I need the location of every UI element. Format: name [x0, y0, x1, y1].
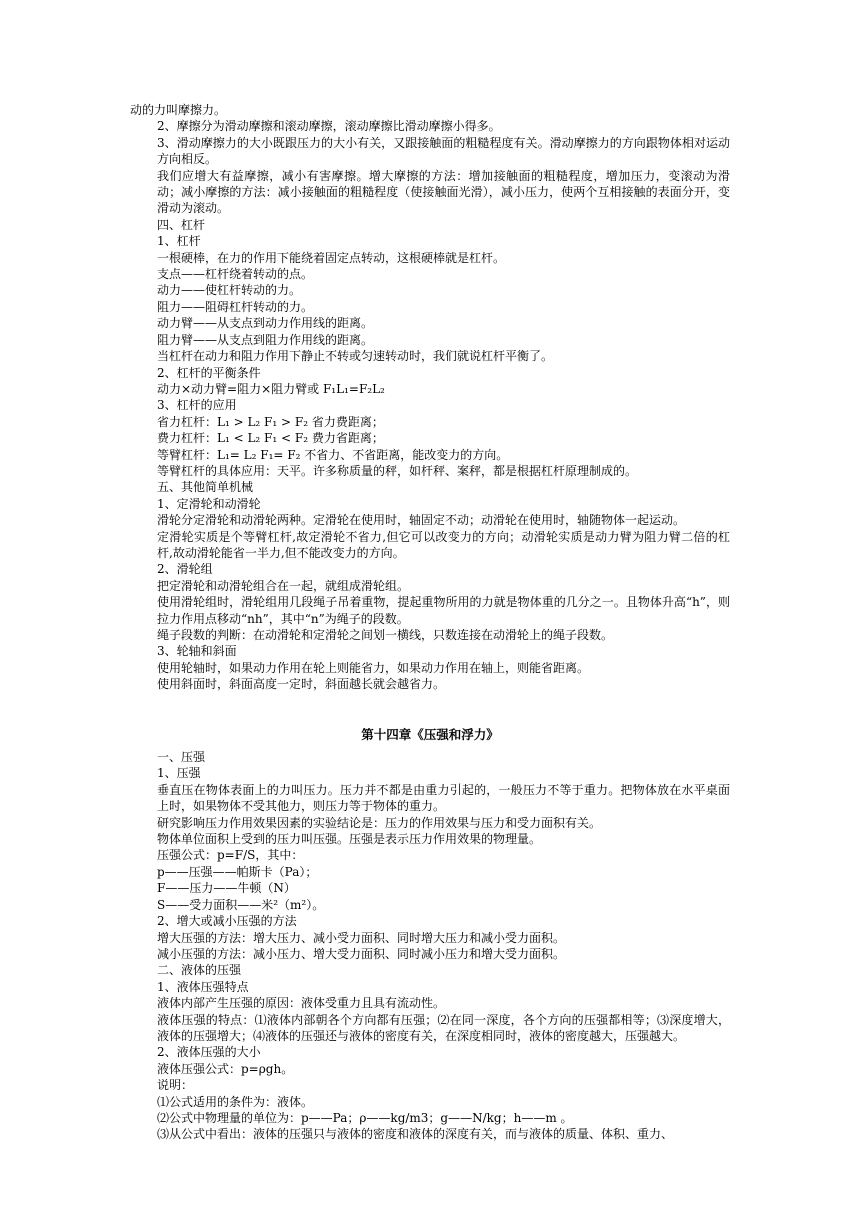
text-line: 滑轮分定滑轮和动滑轮两种。定滑轮在使用时，轴固定不动；动滑轮在使用时，轴随物体一起运动。 [157, 513, 686, 528]
chapter-title: 第十四章《压强和浮力》 [361, 726, 499, 742]
text-line: S——受力面积——米²（m²）。 [157, 897, 325, 912]
text-line: 液体压强的特点：⑴液体内部朝各个方向都有压强；⑵在同一深度，各个方向的压强都相等；⑶深度增大，液体的压强增大；⑷液体的压强还与液体的密度有关，在深度相同时，液体的密度越大，压强越大。 [157, 1012, 730, 1043]
text-line: 绳子段数的判断：在动滑轮和定滑轮之间划一横线，只数连接在动滑轮上的绳子段数。 [157, 628, 614, 642]
text-line: 垂直压在物体表面上的力叫压力。压力并不都是由重力引起的，一般压力不等于重力。把物体放在水平桌面上时，如果物体不受其他力，则压力等于物体的重力。 [157, 782, 730, 814]
text-line: 动力——使杠杆转动的力。 [157, 283, 302, 298]
text-line: 3、轮轴和斜面 [157, 644, 237, 659]
text-line: 1、杠杆 [157, 234, 201, 249]
text-line: 一、压强 [157, 750, 206, 765]
text-line: 二、液体的压强 [157, 963, 242, 978]
text-line: 使用斜面时，斜面高度一定时，斜面越长就会越省力。 [157, 677, 446, 692]
text-line: 省力杠杆：L₁ > L₂ F₁ > F₂ 省力费距离； [157, 414, 384, 429]
text-line: 把定滑轮和动滑轮组合在一起，就组成滑轮组。 [157, 578, 410, 593]
text-line: 2、摩擦分为滑动摩擦和滚动摩擦，滚动摩擦比滑动摩擦小得多。 [157, 119, 501, 134]
text-line: 1、压强 [157, 766, 201, 781]
text-line: 2、液体压强的大小 [157, 1045, 261, 1060]
text-line: 等臂杠杆：L₁= L₂ F₁= F₂ 不省力、不省距离，能改变力的方向。 [157, 447, 509, 462]
text-line: 2、杠杆的平衡条件 [157, 365, 261, 380]
text-line: 说明： [157, 1078, 194, 1093]
text-line: 阻力臂——从支点到阻力作用线的距离。 [157, 332, 374, 347]
section-pressure-buoyancy [130, 749, 730, 1143]
text-line: 1、液体压强特点 [157, 979, 249, 994]
text-line: 研究影响压力作用效果因素的实验结论是：压力的作用效果与压力和受力面积有关。 [157, 815, 602, 830]
text-line: 一根硬棒，在力的作用下能绕着固定点转动，这根硬棒就是杠杆。 [157, 250, 506, 265]
text-line: 动力臂——从支点到动力作用线的距离。 [157, 316, 374, 331]
text-line: 等臂杠杆的具体应用：天平。许多称质量的秤，如杆秤、案秤，都是根据杠杆原理制成的。 [157, 463, 638, 478]
text-line: 3、滑动摩擦力的大小既跟压力的大小有关，又跟接触面的粗糙程度有关。滑动摩擦力的方向跟物体相对运动方向相反。 [157, 135, 730, 167]
text-line: 2、增大或减小压强的方法 [157, 914, 297, 929]
section-simple-machines [130, 102, 730, 693]
document-page [130, 102, 730, 1143]
text-line: 增大压强的方法：增大压力、减小受力面积、同时增大压力和减小受力面积。 [157, 930, 566, 945]
text-line: 液体内部产生压强的原因：液体受重力且具有流动性。 [157, 996, 446, 1011]
text-line: 压强公式：p=F/S，其中： [157, 848, 304, 863]
text-line: 1、定滑轮和动滑轮 [157, 496, 261, 511]
text-line: 使用轮轴时，如果动力作用在轮上则能省力，如果动力作用在轴上，则能省距离。 [157, 660, 590, 675]
text-line: 四、杠杆 [157, 217, 206, 232]
text-line: 当杠杆在动力和阻力作用下静止不转或匀速转动时，我们就说杠杆平衡了。 [157, 349, 554, 364]
text-line: ⑶从公式中看出：液体的压强只与液体的密度和液体的深度有关，而与液体的质量、体积、重力、 [157, 1127, 674, 1142]
text-line: 阻力——阻碍杠杆转动的力。 [157, 299, 314, 314]
section-gap [130, 693, 730, 727]
text-line: 五、其他简单机械 [157, 480, 254, 495]
text-line: ⑴公式适用的条件为：液体。 [157, 1094, 314, 1109]
text-line: 使用滑轮组时，滑轮组用几段绳子吊着重物，提起重物所用的力就是物体重的几分之一。且物体升高“h”，则拉力作用点移动“nh”，其中“n”为绳子的段数。 [157, 595, 730, 626]
text-line: 物体单位面积上受到的压力叫压强。压强是表示压力作用效果的物理量。 [157, 832, 542, 847]
text-line: 支点——杠杆绕着转动的点。 [157, 267, 314, 282]
text-line: 动的力叫摩擦力。 [130, 103, 227, 117]
text-line: p——压强——帕斯卡（Pa）； [157, 864, 318, 879]
text-line: 3、杠杆的应用 [157, 398, 237, 413]
text-line: 定滑轮实质是个等臂杠杆,故定滑轮不省力,但它可以改变力的方向；动滑轮实质是动力臂为阻力臂二倍的杠杆,故动滑轮能省一半力,但不能改变力的方向。 [157, 529, 730, 560]
text-line: 2、滑轮组 [157, 562, 213, 577]
text-line: 动力×动力臂=阻力×阻力臂或 F₁L₁=F₂L₂ [157, 381, 385, 396]
text-line: F——压力——牛顿（N） [157, 881, 296, 896]
text-line: 费力杠杆：L₁ < L₂ F₁ < F₂ 费力省距离； [157, 431, 384, 446]
text-line: 我们应增大有益摩擦，减小有害摩擦。增大摩擦的方法：增加接触面的粗糙程度，增加压力，变滚动为滑动；减小摩擦的方法：减小接触面的粗糙程度（使接触面光滑），减小压力，使两个互相接触的表面分开，变滑动为滚动。 [157, 168, 730, 216]
text-line: ⑵公式中物理量的单位为：p——Pa；ρ——kg/m3；g——N/kg；h——m 。 [157, 1110, 573, 1125]
text-line: 减小压强的方法：减小压力、增大受力面积、同时减小压力和增大受力面积。 [157, 946, 566, 961]
text-line: 液体压强公式：p=ρgh。 [157, 1061, 294, 1076]
